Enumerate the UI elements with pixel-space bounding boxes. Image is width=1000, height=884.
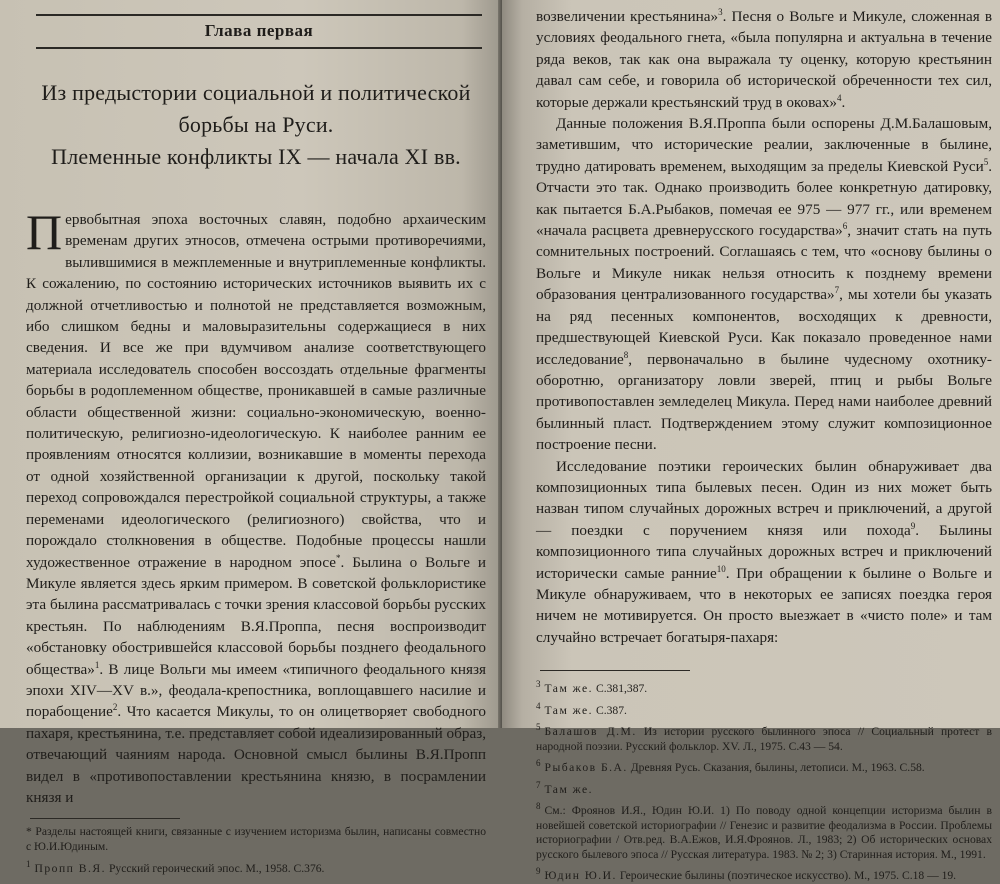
text-run: . Отчасти это так. Однако производить более конкретную датировку, как пытается Б.А.Рыбаков, помечая ее 975 — 977 гг., или временем «начала расцвета древнерусского государства» xyxy=(536,157,992,240)
footnote-ref[interactable]: 9 xyxy=(910,520,916,531)
text-run: . Былины композиционного типа случайных дорожных встреч и приключений исторически самые ранние xyxy=(536,521,992,582)
text-run: , значит стать на путь сомнительных построений. Соглашаясь с тем, что «основу былины о Вольге и Микуле никак нельзя относить к позднему времени образования централизованного государства» xyxy=(536,222,992,304)
footnote-ref[interactable]: 3 xyxy=(718,6,723,17)
footnote-5 xyxy=(536,720,992,754)
text-run: . Песня о Вольге и Микуле, сложенная в условиях феодального гнета, «была популярна и актуальна в течение ряда веков, так как она выражала ту оценку, которую крестьянин давал сам себе, и говорила об исторической обреченности тех сил, которые держали крестьянский труд в оковах» xyxy=(536,8,992,111)
footnote-star: * Разделы настоящей книги, связанные с изучением историзма былин, написаны совместно с Ю.И.Юдиным. xyxy=(26,825,486,853)
text-run: Исследование поэтики героических былин обнаруживает два композиционных типа былевых песен. Один из них может быть назван типом случайных дорожных встреч и приключений, а другой — поездки с поручением князя или похода xyxy=(536,457,992,539)
footnote-author: Там же. xyxy=(544,682,594,696)
paragraph xyxy=(26,204,486,808)
text-run: , мы хотели бы указать на ряд песенных компонентов, восходящих к древности, предшествующей Киевской Руси. Как показало проведенное нами исследование xyxy=(536,286,992,368)
footnote-text: 1) По поводу одной концепции историзма былин в новейшей советской историографии // Генезис и развитие феодализма в России. Проблемы историографии / Отв.ред. В.А.Ежов, И.Я.Фроянов. Л., 1983; 2) Об исторических основах русского былевого эпоса // Русская литература. 1983. № 2; 3) Старинная история. М., 1991. xyxy=(536,803,992,861)
footnote-8 xyxy=(536,799,992,862)
right-body-text xyxy=(536,6,992,648)
footnote-number: 5 xyxy=(536,722,541,733)
text-run: . Былина о Вольге и Микуле является здесь ярким примером. В советской фольклористике эта былина рассматривалась с точки зрения классовой борьбы русских крестьян. По наблюдениям В.Я.Проппа, песня воспроизводит «обстановку обострившейся классовой борьбы позднего феодального общества» xyxy=(26,553,486,678)
footnote-author: Юдин Ю.И. xyxy=(544,869,617,883)
footnote-number: 9 xyxy=(536,866,541,877)
footnote-number: 3 xyxy=(536,679,541,690)
text-run: Данные положения В.Я.Проппа были оспорены Д.М.Балашовым, заметившим, что исторические реалии, заключенные в былине, трудно датировать временем, выходящим за пределы Киевской Руси xyxy=(536,115,992,175)
footnote-author: Балашов Д.М. xyxy=(544,724,637,738)
footnote-ref[interactable]: 5 xyxy=(983,156,989,167)
footnote-1 xyxy=(26,857,486,876)
text-run: . Что касается Микулы, то он олицетворяет свободного пахаря, крестьянина, т.е. представляет собой идеализированный образ, отвечающий чаяниям народа. Основной смысл былины В.Я.Пропп видел в «противопоставлении крестьянина князю, в посрамлении князя и xyxy=(26,703,486,806)
footnote-text: Древняя Русь. Сказания, былины, летописи. М., 1963. С.58. xyxy=(630,761,925,774)
chapter-title xyxy=(26,77,486,173)
footnote-number: 4 xyxy=(536,700,541,711)
footnote-text: С.381,387. xyxy=(595,682,648,696)
footnote-number: 1 xyxy=(26,858,31,869)
text-run: . При обращении к былине о Вольге и Микуле обнаруживаем, что в некоторых ее записях поездка героя ничем не мотивируется. Он просто выезжает в «чисто поле» и там случайно встречает богатыря-пахаря: xyxy=(536,564,992,646)
title-line-3: Племенные конфликты IX — начала XI вв. xyxy=(51,144,461,169)
footnote-text: С.387. xyxy=(595,703,627,717)
text-run: . В лице Вольги мы имеем «типичного феодального князя эпохи XIV—XV в.», феодала-крепостника, воплощавшего насилие и порабощение xyxy=(26,660,486,721)
right-footnotes xyxy=(536,670,992,884)
footnote-number: 8 xyxy=(536,801,541,812)
footnote-ref[interactable]: * xyxy=(336,552,341,563)
title-line-2: борьбы на Руси. xyxy=(178,112,334,137)
footnote-text: Русский героический эпос. М., 1958. С.376. xyxy=(108,861,325,875)
left-body-text xyxy=(26,204,486,808)
footnote-text: Героические былины (поэтическое искусство). М., 1975. С.18 — 19. xyxy=(619,869,957,883)
paragraph xyxy=(536,113,992,456)
footnote-6 xyxy=(536,756,992,775)
footnote-ref[interactable]: 8 xyxy=(623,349,629,360)
footnote-number: 7 xyxy=(536,779,541,790)
right-page xyxy=(502,0,1000,883)
footnote-9 xyxy=(536,864,992,883)
footnote-ref[interactable]: 6 xyxy=(842,221,848,231)
footnote-author: Рыбаков Б.А. xyxy=(544,761,628,774)
footnote-4 xyxy=(536,699,992,718)
footnote-author: Пропп В.Я. xyxy=(34,861,107,875)
text-run: ервобытная эпоха восточных славян, подобно архаическим временам других этносов, отмечена острыми противоречиями, вылившимися в межплеменные и внутриплеменные конфликты. К сожалению, по состоянию исторических источников выявить их с должной отчетливостью и полнотой не представляется возможным, ибо слишком бедны и маловыразительны содержащиеся в них сведения. И все же при вдумчивом анализе соответствующего материала исследователь способен воссоздать отдельные фрагменты борьбы в родоплеменном обществе, проникавшей в самые различные области общественной жизни: социально-экономическую, военно-политическую, религиозно-идеологическую. К наиболее ранним ее проявлениям относятся коллизии, возникавшие в моменты перехода от одной хозяйственной организации к другой, поскольку такой переход сопровождался перестройкой социальной структуры, а также переменами идеологического (религиозного) свойства, что и порождало столкновения в обществе. Подобные процессы нашли художественное отражение в народном эпосе xyxy=(26,211,486,571)
footnote-text: Из истории русского былинного эпоса // Социальный протест в народной поэзии. Русский фольклор. XV. Л., 1975. С.43 — 54. xyxy=(536,724,992,753)
paragraph xyxy=(536,6,992,113)
footnote-author: Там же. xyxy=(544,782,594,796)
footnote-ref[interactable]: 1 xyxy=(94,659,100,670)
footnote-7 xyxy=(536,778,992,797)
drop-cap: П xyxy=(26,204,63,260)
paragraph xyxy=(536,456,992,649)
footnote-author: См.: Фроянов И.Я., Юдин Ю.И. xyxy=(544,803,715,817)
chapter-heading: Глава первая xyxy=(36,14,482,49)
text-run: , первоначально в былине чудесному охотнику-оборотню, организатору ловли зверей, птиц и рыбы Вольге противопоставлен земледелец Микула. Перед нами наиболее древний былинный пласт. Подтверждением этому служит композиционное построение песни. xyxy=(536,350,992,454)
footnote-ref[interactable]: 4 xyxy=(837,92,842,103)
footnote-ref[interactable]: 7 xyxy=(834,285,840,296)
text-run: . xyxy=(841,93,846,111)
title-line-1: Из предыстории социальной и политической xyxy=(41,80,471,105)
footnote-divider xyxy=(540,670,690,671)
footnote-number: 6 xyxy=(536,758,541,769)
footnote-divider xyxy=(30,818,180,819)
footnote-3 xyxy=(536,677,992,696)
footnote-ref[interactable]: 2 xyxy=(112,702,118,713)
footnote-author: Там же. xyxy=(544,703,594,717)
footnote-ref[interactable]: 10 xyxy=(716,563,726,574)
text-run: возвеличении крестьянина» xyxy=(536,8,719,25)
left-page xyxy=(0,0,502,875)
